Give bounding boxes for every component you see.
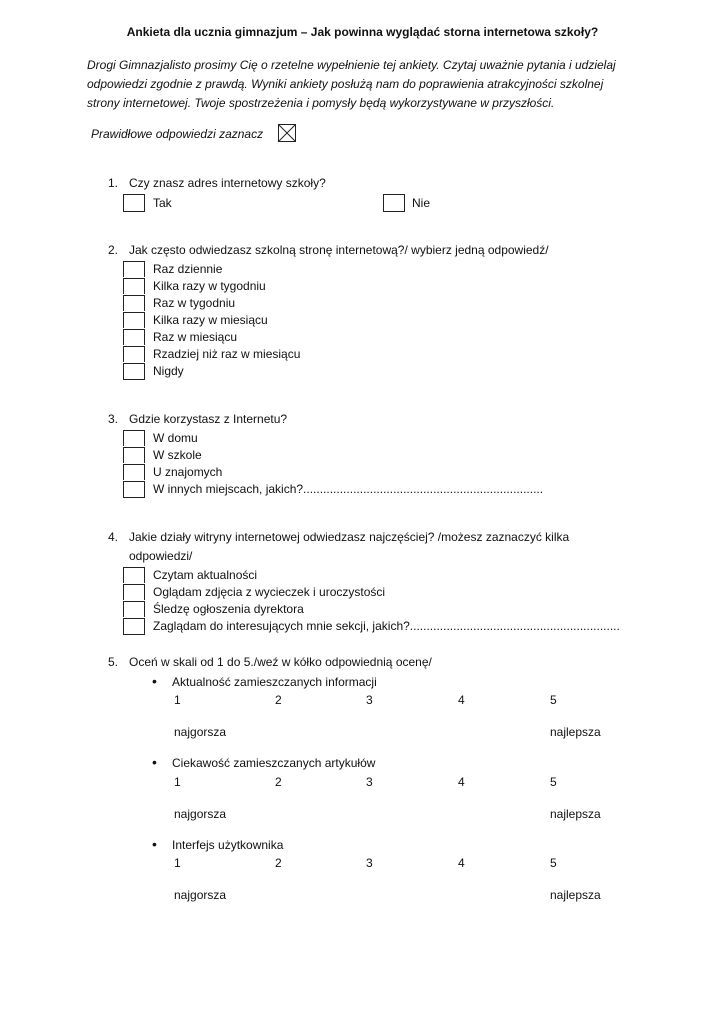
q3-text: Gdzie korzystasz z Internetu? xyxy=(129,412,288,426)
intro-line-3: strony internetowej. Twoje spostrzeżenia i pomysły będą wykorzystywane w przyszłości. xyxy=(87,96,555,110)
q5-item-1-score-2[interactable]: 2 xyxy=(275,693,282,707)
q4-text-line-1: Jakie działy witryny internetowej odwiedzasz najczęściej? /możesz zaznaczyć kilka xyxy=(129,530,570,544)
q5-item-2-high-label: najlepsza xyxy=(550,807,601,821)
q1-number: 1. xyxy=(108,176,119,190)
q4-text-line-2: odpowiedzi/ xyxy=(129,549,193,563)
q2-option-6-checkbox[interactable] xyxy=(123,346,145,362)
intro-line-2: odpowiedzi zgodnie z prawdą. Wyniki ankiety posłużą nam do poprawienia atrakcyjności szkolnej xyxy=(87,77,604,91)
q5-item-1-bullet: • xyxy=(152,673,157,689)
intro-line-1: Drogi Gimnazjalisto prosimy Cię o rzetelne wypełnienie tej ankiety. Czytaj uważnie pytania i udzielaj xyxy=(87,58,616,72)
checked-box-example-icon xyxy=(278,124,296,142)
legend-label: Prawidłowe odpowiedzi zaznacz xyxy=(91,127,264,141)
q1-yes-checkbox[interactable] xyxy=(123,194,145,212)
q5-item-3-score-1[interactable]: 1 xyxy=(174,856,181,870)
q3-option-4-checkbox[interactable] xyxy=(123,481,145,498)
q5-item-1-score-1[interactable]: 1 xyxy=(174,693,181,707)
q2-option-2-label: Kilka razy w tygodniu xyxy=(153,279,266,293)
q4-option-3-label: Śledzę ogłoszenia dyrektora xyxy=(153,602,304,616)
q2-option-1-checkbox[interactable] xyxy=(123,261,145,277)
q1-yes-label: Tak xyxy=(153,196,172,210)
q5-item-2-score-4[interactable]: 4 xyxy=(458,775,465,789)
q4-option-4-label: Zaglądam do interesujących mnie sekcji, jakich?............................................................... xyxy=(153,619,620,633)
q4-option-1-checkbox[interactable] xyxy=(123,567,145,583)
q5-number: 5. xyxy=(108,655,119,669)
survey-title: Ankieta dla ucznia gimnazjum – Jak powinna wyglądać storna internetowa szkoły? xyxy=(126,25,599,39)
q5-item-2-score-5[interactable]: 5 xyxy=(550,775,557,789)
q2-option-3-checkbox[interactable] xyxy=(123,295,145,311)
q5-item-1-score-5[interactable]: 5 xyxy=(550,693,557,707)
q4-option-3-checkbox[interactable] xyxy=(123,601,145,617)
q5-item-3-low-label: najgorsza xyxy=(174,888,227,902)
q5-item-2-score-2[interactable]: 2 xyxy=(275,775,282,789)
q2-option-4-checkbox[interactable] xyxy=(123,312,145,328)
q2-option-7-label: Nigdy xyxy=(153,364,184,378)
q4-option-2-checkbox[interactable] xyxy=(123,584,145,600)
q2-text: Jak często odwiedzasz szkolną stronę internetową?/ wybierz jedną odpowiedź/ xyxy=(129,243,549,257)
q5-item-2-score-3[interactable]: 3 xyxy=(366,775,373,789)
q5-item-3-high-label: najlepsza xyxy=(550,888,601,902)
q3-number: 3. xyxy=(108,412,119,426)
q2-number: 2. xyxy=(108,243,119,257)
q5-item-2-label: Ciekawość zamieszczanych artykułów xyxy=(172,756,376,770)
q1-no-checkbox[interactable] xyxy=(383,194,405,212)
q5-item-2-low-label: najgorsza xyxy=(174,807,227,821)
q5-item-1-low-label: najgorsza xyxy=(174,725,227,739)
q3-option-2-checkbox[interactable] xyxy=(123,447,145,463)
q1-no-label: Nie xyxy=(412,196,431,210)
q5-item-3-score-3[interactable]: 3 xyxy=(366,856,373,870)
q3-option-3-checkbox[interactable] xyxy=(123,464,145,480)
q5-item-3-score-2[interactable]: 2 xyxy=(275,856,282,870)
q2-option-5-label: Raz w miesiącu xyxy=(153,330,238,344)
q5-item-3-score-5[interactable]: 5 xyxy=(550,856,557,870)
q2-option-3-label: Raz w tygodniu xyxy=(153,296,236,310)
q5-item-1-score-4[interactable]: 4 xyxy=(458,693,465,707)
q2-option-2-checkbox[interactable] xyxy=(123,278,145,294)
q2-option-1-label: Raz dziennie xyxy=(153,262,223,276)
q3-option-2-label: W szkole xyxy=(153,448,202,462)
q4-number: 4. xyxy=(108,530,119,544)
q5-item-2-bullet: • xyxy=(152,754,157,770)
q2-option-7-checkbox[interactable] xyxy=(123,363,145,380)
q4-option-2-label: Oglądam zdjęcia z wycieczek i uroczystości xyxy=(153,585,386,599)
q2-option-6-label: Rzadziej niż raz w miesiącu xyxy=(153,347,301,361)
q5-item-1-score-3[interactable]: 3 xyxy=(366,693,373,707)
q4-option-1-label: Czytam aktualności xyxy=(153,568,258,582)
q3-option-1-label: W domu xyxy=(153,431,198,445)
q5-text: Oceń w skali od 1 do 5./weź w kółko odpowiednią ocenę/ xyxy=(129,655,432,669)
q5-item-1-high-label: najlepsza xyxy=(550,725,601,739)
q5-item-1-label: Aktualność zamieszczanych informacji xyxy=(172,675,377,689)
q5-item-3-label: Interfejs użytkownika xyxy=(172,838,284,852)
q3-option-4-label: W innych miejscach, jakich?........................................................................ xyxy=(153,482,544,496)
q5-item-3-bullet: • xyxy=(152,836,157,852)
q5-item-2-score-1[interactable]: 1 xyxy=(174,775,181,789)
q4-option-4-checkbox[interactable] xyxy=(123,618,145,635)
q3-option-1-checkbox[interactable] xyxy=(123,430,145,446)
q5-item-3-score-4[interactable]: 4 xyxy=(458,856,465,870)
q1-text: Czy znasz adres internetowy szkoły? xyxy=(129,176,326,190)
q2-option-4-label: Kilka razy w miesiącu xyxy=(153,313,268,327)
q3-option-3-label: U znajomych xyxy=(153,465,223,479)
q2-option-5-checkbox[interactable] xyxy=(123,329,145,345)
